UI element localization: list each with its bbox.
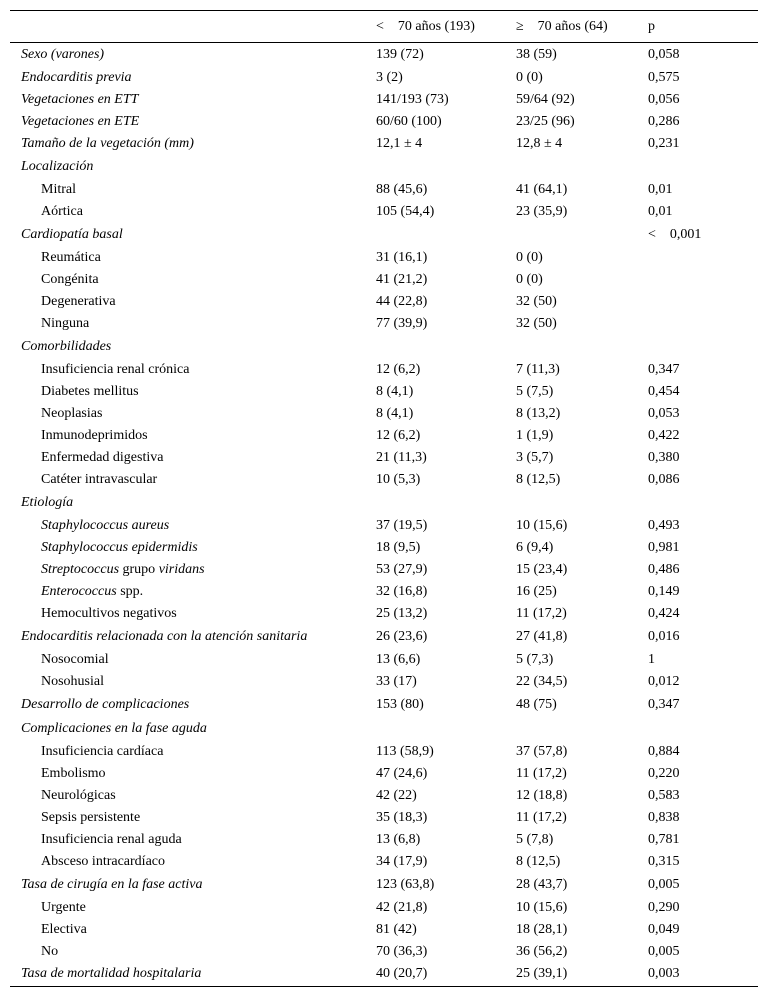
clinical-comparison-table [10,10,758,987]
table-row [10,581,758,603]
table-row [10,67,758,89]
row-label: Enfermedad digestiva [41,449,164,465]
cell-70-plus: 10 (15,6) [516,517,568,533]
cell-p: 0,149 [648,583,680,599]
row-label: Absceso intracardíaco [41,853,165,869]
cell-p: 0,981 [648,539,680,555]
row-label: Hemocultivos negativos [41,605,177,621]
table-row [10,201,758,223]
cell-p: 0,347 [648,361,680,377]
cell-70-plus: 11 (17,2) [516,765,567,781]
table-row [10,515,758,537]
cell-70-plus: 23/25 (96) [516,113,575,129]
cell-70-plus: 38 (59) [516,46,557,62]
cell-under-70: 70 (36,3) [376,943,428,959]
row-label [10,559,376,581]
cell-under-70: 21 (11,3) [376,449,427,465]
cell-p: 0,01 [648,203,673,219]
cell-under-70 [376,491,516,515]
cell-p: 0,016 [648,628,680,644]
cell-p: 0,315 [648,853,680,869]
cell-p: 0,058 [648,46,680,62]
cell-under-70: 113 (58,9) [376,743,434,759]
cell-under-70: 77 (39,9) [376,315,428,331]
row-label: Insuficiencia cardíaca [41,743,164,759]
row-label: Mitral [41,181,76,197]
section-label: Desarrollo de complicaciones [21,696,190,712]
cell-70-plus: 8 (12,5) [516,853,561,869]
cell-under-70: 105 (54,4) [376,203,435,219]
cell-70-plus: 5 (7,8) [516,831,554,847]
cell-70-plus: 36 (56,2) [516,943,568,959]
cell-70-plus: 8 (12,5) [516,471,561,487]
row-label: Inmunodeprimidos [41,427,148,443]
table-row [10,649,758,671]
cell-70-plus: 15 (23,4) [516,561,568,577]
cell-p: 0,005 [648,943,680,959]
cell-under-70: 3 (2) [376,69,403,85]
cell-70-plus: 12,8 ± 4 [516,135,563,151]
cell-70-plus: 18 (28,1) [516,921,568,937]
cell-70-plus [516,491,648,515]
cell-under-70 [376,335,516,359]
table-row [10,403,758,425]
row-label: Congénita [41,271,99,287]
table-row [10,469,758,491]
cell-under-70: 60/60 (100) [376,113,442,129]
cell-under-70: 139 (72) [376,46,424,62]
cell-p: 0,005 [648,876,680,892]
table-row [10,897,758,919]
section-header-row [10,717,758,741]
section-header-row [10,335,758,359]
cell-70-plus: 16 (25) [516,583,557,599]
cell-p: 0,220 [648,765,680,781]
table-header-row [10,11,758,43]
cell-p: 0,003 [648,966,680,982]
row-label: Embolismo [41,765,106,781]
cell-under-70: 10 (5,3) [376,471,421,487]
organism-species: viridans [158,561,205,577]
cell-p: 0,086 [648,471,680,487]
cell-p: 0,493 [648,517,680,533]
cell-under-70 [376,223,516,247]
cell-p: 0,454 [648,383,680,399]
row-label: Catéter intravascular [41,471,158,487]
cell-under-70 [376,717,516,741]
cell-70-plus: 25 (39,1) [516,966,568,982]
cell-70-plus [516,223,648,247]
organism-group: grupo [119,561,159,577]
cell-under-70: 88 (45,6) [376,181,428,197]
section-label: Cardiopatía basal [21,226,123,242]
cell-under-70: 141/193 (73) [376,91,449,107]
cell-p: 0,012 [648,673,680,689]
section-header-row [10,223,758,247]
table-row [10,133,758,155]
row-label: Ninguna [41,315,90,331]
row-label: Vegetaciones en ETT [21,91,139,107]
cell-p: 0,290 [648,899,680,915]
cell-p [648,269,758,291]
cell-p: < 0,001 [648,226,702,242]
cell-under-70: 41 (21,2) [376,271,428,287]
table-row [10,941,758,963]
cell-under-70: 26 (23,6) [376,628,428,644]
cell-under-70: 40 (20,7) [376,966,428,982]
row-label [10,515,376,537]
cell-p [648,717,758,741]
section-header-row [10,155,758,179]
cell-under-70: 12 (6,2) [376,361,421,377]
table-row [10,447,758,469]
cell-under-70: 12 (6,2) [376,427,421,443]
cell-p [648,335,758,359]
cell-70-plus: 0 (0) [516,69,543,85]
cell-70-plus: 59/64 (92) [516,91,575,107]
table-row [10,671,758,693]
cell-under-70: 42 (21,8) [376,899,428,915]
cell-under-70: 53 (27,9) [376,561,428,577]
cell-under-70: 123 (63,8) [376,876,435,892]
table-row [10,111,758,133]
row-label: Nosocomial [41,651,109,667]
cell-70-plus: 27 (41,8) [516,628,568,644]
table-row [10,425,758,447]
header-p-value: p [648,18,655,34]
cell-p: 1 [648,651,655,667]
cell-70-plus: 5 (7,3) [516,651,554,667]
cell-under-70: 44 (22,8) [376,293,428,309]
row-label [10,537,376,559]
cell-under-70: 31 (16,1) [376,249,428,265]
table-row [10,763,758,785]
cell-under-70 [376,155,516,179]
header-variable [10,11,376,43]
table-row [10,741,758,763]
cell-70-plus: 10 (15,6) [516,899,568,915]
cell-under-70: 42 (22) [376,787,417,803]
cell-70-plus: 1 (1,9) [516,427,554,443]
row-label: Sexo (varones) [21,46,105,62]
organism-name: Staphylococcus aureus [41,517,170,533]
cell-70-plus [516,335,648,359]
cell-p: 0,422 [648,427,680,443]
row-label: Vegetaciones en ETE [21,113,140,129]
cell-70-plus: 41 (64,1) [516,181,568,197]
cell-70-plus: 22 (34,5) [516,673,568,689]
row-label: Electiva [41,921,87,937]
cell-p: 0,486 [648,561,680,577]
table-row [10,829,758,851]
section-header-row [10,873,758,897]
table-row [10,89,758,111]
cell-p: 0,583 [648,787,680,803]
cell-under-70: 32 (16,8) [376,583,428,599]
cell-p: 0,424 [648,605,680,621]
cell-70-plus: 6 (9,4) [516,539,554,555]
section-header-row [10,625,758,649]
section-label: Localización [21,158,94,174]
cell-under-70: 8 (4,1) [376,405,414,421]
table-row [10,179,758,201]
cell-p: 0,347 [648,696,680,712]
row-label: Urgente [41,899,86,915]
row-label: Reumática [41,249,101,265]
header-under-70: < 70 años (193) [376,18,475,34]
cell-70-plus: 32 (50) [516,315,557,331]
table-row [10,269,758,291]
cell-p: 0,231 [648,135,680,151]
row-label: Nosohusial [41,673,104,689]
cell-p: 0,01 [648,181,673,197]
cell-under-70: 35 (18,3) [376,809,428,825]
cell-p: 0,056 [648,91,680,107]
table-row [10,247,758,269]
cell-under-70: 18 (9,5) [376,539,421,555]
section-header-row [10,693,758,717]
section-label: Complicaciones en la fase aguda [21,720,207,736]
cell-70-plus: 7 (11,3) [516,361,560,377]
cell-70-plus: 8 (13,2) [516,405,561,421]
cell-under-70: 81 (42) [376,921,417,937]
cell-p [648,155,758,179]
cell-p: 0,838 [648,809,680,825]
row-label: Degenerativa [41,293,116,309]
cell-p: 0,053 [648,405,680,421]
header-70-plus: ≥ 70 años (64) [516,18,608,34]
organism-name: Enterococcus [41,583,117,599]
cell-p [648,313,758,335]
organism-name: Staphylococcus epidermidis [41,539,198,555]
row-label: No [41,943,59,959]
table-row [10,381,758,403]
row-label: Tamaño de la vegetación (mm) [21,135,194,151]
cell-70-plus: 5 (7,5) [516,383,554,399]
row-label: Aórtica [41,203,83,219]
section-label: Endocarditis relacionada con la atención sanitaria [21,628,308,644]
cell-70-plus: 32 (50) [516,293,557,309]
cell-70-plus: 0 (0) [516,249,543,265]
row-label: Neurológicas [41,787,116,803]
cell-under-70: 12,1 ± 4 [376,135,423,151]
table-row [10,537,758,559]
row-label: Insuficiencia renal crónica [41,361,190,377]
row-label: Neoplasias [41,405,103,421]
table-row [10,603,758,625]
cell-p: 0,049 [648,921,680,937]
section-label: Comorbilidades [21,338,112,354]
row-label: Insuficiencia renal aguda [41,831,182,847]
cell-p [648,247,758,269]
table-row [10,359,758,381]
cell-p: 0,380 [648,449,680,465]
table-row [10,291,758,313]
section-label: Tasa de mortalidad hospitalaria [21,966,202,982]
cell-70-plus [516,717,648,741]
row-label [10,581,376,603]
cell-p: 0,575 [648,69,680,85]
table-row [10,43,758,67]
cell-70-plus: 37 (57,8) [516,743,568,759]
table-row [10,785,758,807]
table-row [10,851,758,873]
cell-70-plus: 11 (17,2) [516,605,567,621]
cell-70-plus: 12 (18,8) [516,787,568,803]
cell-70-plus: 23 (35,9) [516,203,568,219]
cell-under-70: 37 (19,5) [376,517,428,533]
cell-p: 0,286 [648,113,680,129]
organism-suffix: spp. [116,583,144,599]
cell-p: 0,781 [648,831,680,847]
table-row [10,807,758,829]
data-table-container [10,10,758,987]
cell-70-plus [516,155,648,179]
cell-under-70: 25 (13,2) [376,605,428,621]
cell-under-70: 33 (17) [376,673,417,689]
row-label: Diabetes mellitus [41,383,139,399]
row-label: Endocarditis previa [21,69,132,85]
cell-under-70: 34 (17,9) [376,853,428,869]
section-header-row [10,491,758,515]
cell-p [648,291,758,313]
table-row [10,559,758,581]
cell-70-plus: 11 (17,2) [516,809,567,825]
cell-70-plus: 48 (75) [516,696,557,712]
row-label: Sepsis persistente [41,809,141,825]
section-label: Etiología [21,494,74,510]
cell-70-plus: 28 (43,7) [516,876,568,892]
cell-p: 0,884 [648,743,680,759]
organism-name: Streptococcus [41,561,120,577]
cell-70-plus: 3 (5,7) [516,449,554,465]
section-label: Tasa de cirugía en la fase activa [21,876,203,892]
cell-p [648,491,758,515]
cell-under-70: 13 (6,6) [376,651,421,667]
cell-70-plus: 0 (0) [516,271,543,287]
cell-under-70: 13 (6,8) [376,831,421,847]
table-row [10,919,758,941]
cell-under-70: 8 (4,1) [376,383,414,399]
cell-under-70: 153 (80) [376,696,424,712]
cell-under-70: 47 (24,6) [376,765,428,781]
table-row [10,313,758,335]
section-header-row [10,963,758,987]
